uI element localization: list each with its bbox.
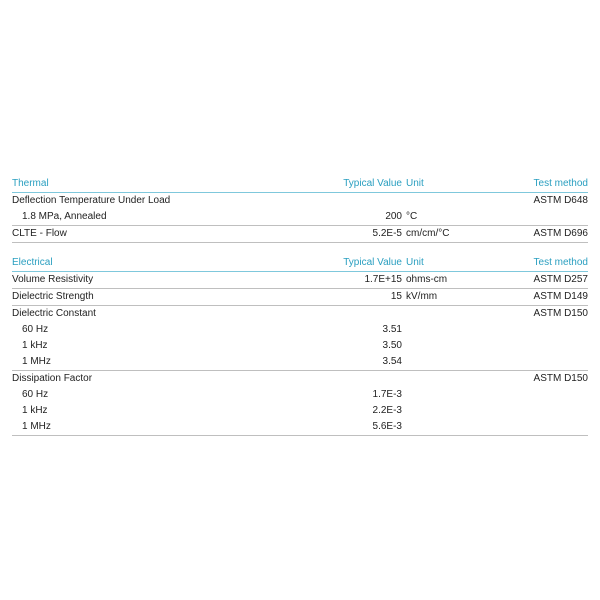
property-label: Volume Resistivity	[12, 274, 94, 285]
table-row	[12, 272, 588, 289]
electrical-section	[12, 255, 588, 436]
property-label: Deflection Temperature Under Load	[12, 195, 171, 206]
property-test-method: ASTM D150	[533, 308, 588, 319]
property-label: Dielectric Constant	[12, 308, 96, 319]
table-row	[12, 354, 588, 371]
property-label: CLTE - Flow	[12, 228, 67, 239]
unit-header: Unit	[406, 178, 424, 189]
property-label: Dissipation Factor	[12, 373, 93, 384]
property-value: 5.2E-5	[372, 228, 402, 239]
test-method-header: Test method	[533, 257, 588, 268]
property-test-method: ASTM D150	[533, 373, 588, 384]
property-unit: cm/cm/°C	[406, 228, 450, 239]
property-unit: °C	[406, 211, 418, 222]
property-value: 2.2E-3	[372, 405, 402, 416]
property-label: Dielectric Strength	[12, 291, 94, 302]
electrical-header-row	[12, 255, 588, 272]
thermal-header-row	[12, 176, 588, 193]
property-label: 60 Hz	[22, 324, 49, 335]
thermal-section	[12, 176, 588, 243]
table-row	[12, 387, 588, 403]
property-label: 1.8 MPa, Annealed	[22, 211, 107, 222]
property-label: 1 MHz	[22, 356, 51, 367]
property-unit: kV/mm	[406, 291, 438, 302]
electrical-section-title: Electrical	[12, 257, 53, 268]
property-test-method: ASTM D149	[533, 291, 588, 302]
property-test-method: ASTM D257	[533, 274, 588, 285]
property-value: 3.54	[382, 356, 402, 367]
table-row	[12, 306, 588, 322]
property-value: 15	[390, 291, 402, 302]
test-method-header: Test method	[533, 178, 588, 189]
property-value: 200	[385, 211, 402, 222]
unit-header: Unit	[406, 257, 424, 268]
table-row	[12, 403, 588, 419]
property-unit: ohms-cm	[406, 274, 448, 285]
table-row	[12, 371, 588, 387]
table-row	[12, 419, 588, 436]
property-table	[12, 176, 588, 448]
property-label: 1 MHz	[22, 421, 51, 432]
property-test-method: ASTM D696	[533, 228, 588, 239]
property-value: 1.7E+15	[364, 274, 402, 285]
property-test-method: ASTM D648	[533, 195, 588, 206]
property-value: 1.7E-3	[372, 389, 402, 400]
thermal-section-title: Thermal	[12, 178, 49, 189]
table-row	[12, 322, 588, 338]
property-label: 60 Hz	[22, 389, 49, 400]
table-row	[12, 193, 588, 209]
table-row	[12, 289, 588, 306]
property-value: 3.50	[382, 340, 402, 351]
table-row	[12, 226, 588, 243]
property-value: 5.6E-3	[372, 421, 402, 432]
property-label: 1 kHz	[22, 405, 48, 416]
property-value: 3.51	[382, 324, 402, 335]
table-row	[12, 338, 588, 354]
property-label: 1 kHz	[22, 340, 48, 351]
table-row	[12, 209, 588, 226]
typical-value-header: Typical Value	[343, 257, 402, 268]
typical-value-header: Typical Value	[343, 178, 402, 189]
